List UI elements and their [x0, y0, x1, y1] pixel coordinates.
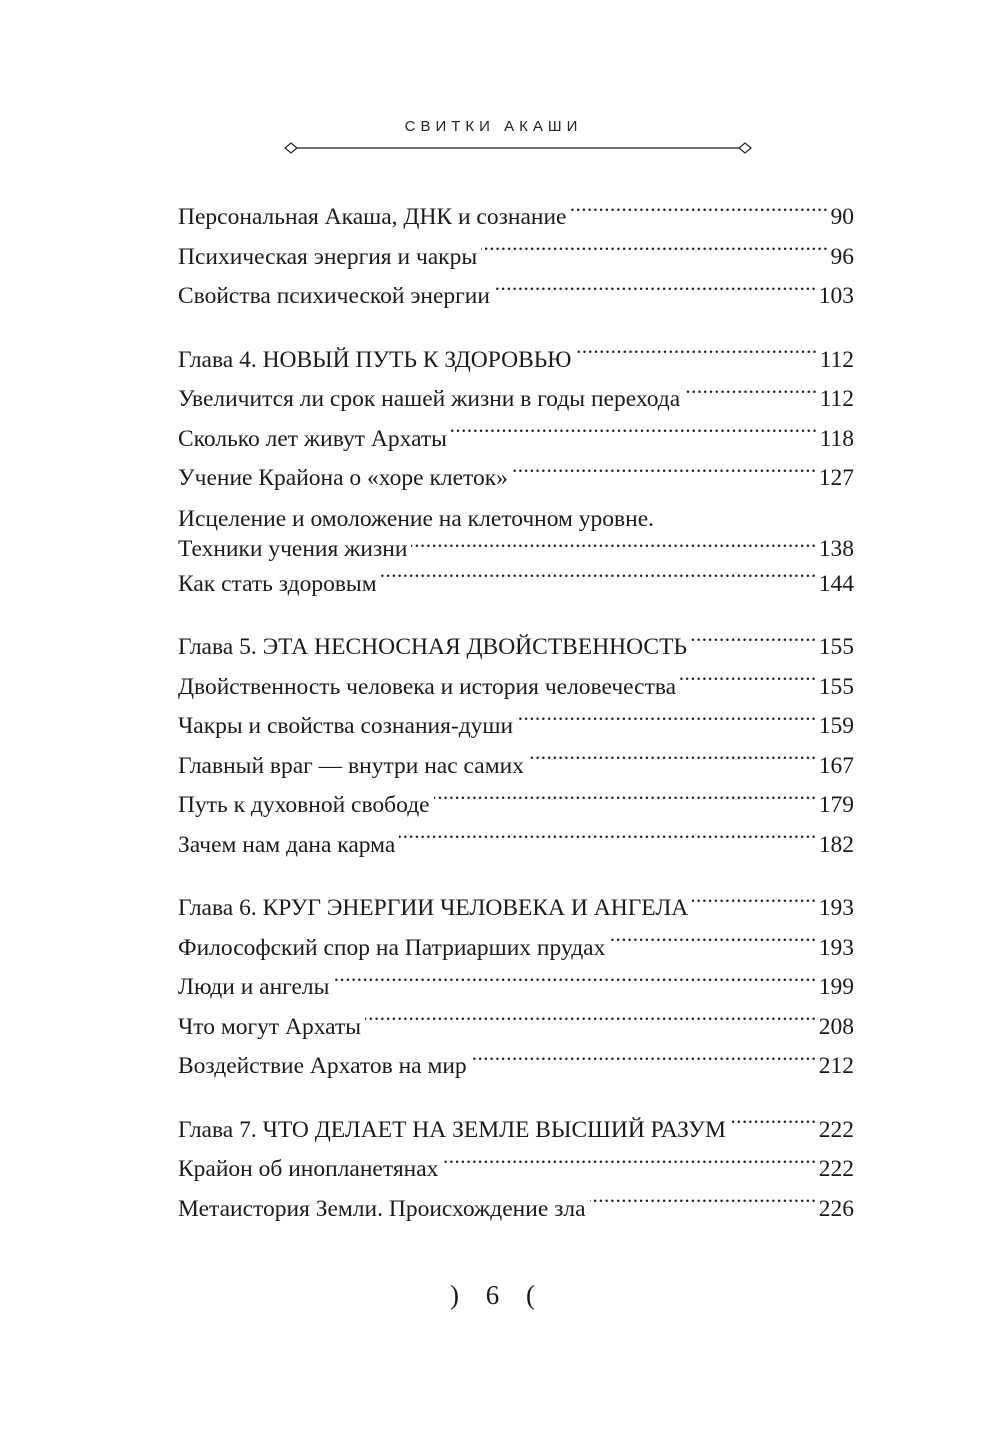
toc-entry-title: Крайон об инопланетянах: [178, 1156, 439, 1182]
toc-entry-title: Двойственность человека и история человечества: [178, 673, 677, 700]
dot-leader: [680, 670, 817, 694]
dot-leader: [609, 931, 816, 955]
toc-entry-title: Техники учения жизни: [178, 536, 408, 562]
ornamental-rule: [283, 141, 753, 155]
toc-entry[interactable]: [178, 1008, 854, 1048]
toc-entry-title: Люди и ангелы: [178, 974, 330, 1000]
dot-leader: [333, 971, 816, 995]
toc-entry-title: Зачем нам дана карма: [178, 831, 396, 858]
toc-entry[interactable]: [178, 929, 854, 969]
toc-entry[interactable]: [178, 459, 854, 499]
toc-entry[interactable]: [178, 668, 854, 708]
diamond-left-icon: [285, 143, 297, 153]
dot-leader: [570, 201, 828, 225]
running-title: СВИТКИ АКАШИ: [404, 118, 583, 135]
dot-leader: [481, 240, 828, 264]
diamond-right-icon: [739, 143, 751, 153]
toc-entry[interactable]: [178, 238, 854, 278]
toc-entry-title: Путь к духовной свободе: [178, 792, 430, 818]
dot-leader: [528, 749, 817, 773]
toc-entry-title: Метаистория Земли. Происхождение зла: [178, 1195, 586, 1222]
dot-leader: [365, 1010, 817, 1034]
toc-entry-title: Учение Крайона о «хоре клеток»: [178, 465, 508, 491]
toc-entry-title-line: Исцеление и омоложение на клеточном уровне.: [178, 505, 655, 532]
toc-entry-title: Увеличится ли срок нашей жизни в годы перехода: [178, 386, 681, 412]
toc-entry-title: Сколько лет живут Архаты: [178, 425, 447, 452]
toc-entry-title: Философский спор на Патриарших прудах: [178, 934, 606, 961]
toc-page-number: 212: [818, 1053, 854, 1079]
dot-leader: [494, 280, 817, 304]
toc-page-number: 222: [818, 1116, 854, 1143]
section-gap: [178, 604, 854, 628]
toc-entry[interactable]: [178, 565, 854, 605]
toc-page-number: 118: [819, 425, 854, 452]
toc-entry[interactable]: [178, 968, 854, 1008]
toc-entry[interactable]: [178, 1190, 854, 1230]
toc-page-number: 193: [818, 895, 854, 921]
toc-page-number: 208: [818, 1013, 854, 1040]
table-of-contents: [178, 198, 854, 1229]
dot-leader: [691, 631, 817, 655]
dot-leader: [692, 892, 817, 916]
toc-entry[interactable]: [178, 380, 854, 420]
toc-entry-title: Чакры и свойства сознания-души: [178, 713, 514, 739]
folio-left-mark: ): [450, 1280, 461, 1310]
toc-entry-title: Что могут Архаты: [178, 1013, 362, 1040]
toc-chapter-heading[interactable]: [178, 889, 854, 929]
toc-chapter-heading[interactable]: [178, 628, 854, 668]
toc-entry-title: Свойства психической энергии: [178, 283, 490, 309]
folio-right-mark: (: [526, 1280, 537, 1310]
section-gap: [178, 865, 854, 889]
dot-leader: [451, 422, 818, 446]
toc-page-number: 182: [818, 831, 854, 858]
toc-entry[interactable]: [178, 198, 854, 238]
dot-leader: [730, 1113, 817, 1137]
toc-chapter-heading[interactable]: [178, 1111, 854, 1151]
toc-page-number: 96: [830, 243, 854, 270]
dot-leader: [684, 383, 817, 407]
toc-entry[interactable]: [178, 826, 854, 866]
page-number: 6: [485, 1280, 502, 1310]
toc-page-number: 144: [818, 570, 854, 597]
toc-entry[interactable]: [178, 499, 854, 565]
toc-entry[interactable]: [178, 1047, 854, 1087]
toc-chapter-heading[interactable]: [178, 341, 854, 381]
section-gap: [178, 1087, 854, 1111]
toc-entry[interactable]: [178, 420, 854, 460]
toc-entry-title: Как стать здоровым: [178, 570, 377, 597]
toc-entry-title: Глава 7. ЧТО ДЕЛАЕТ НА ЗЕМЛЕ ВЫСШИЙ РАЗУМ: [178, 1116, 726, 1143]
toc-entry[interactable]: [178, 747, 854, 787]
dot-leader: [381, 567, 817, 591]
toc-entry[interactable]: [178, 786, 854, 826]
toc-entry[interactable]: [178, 277, 854, 317]
toc-entry[interactable]: [178, 707, 854, 747]
toc-page-number: 112: [819, 386, 854, 412]
dot-leader: [512, 462, 817, 486]
dot-leader: [517, 710, 817, 734]
toc-entry[interactable]: [178, 1150, 854, 1190]
dot-leader: [399, 828, 816, 852]
toc-page-number: 90: [830, 204, 854, 230]
dot-leader: [575, 343, 817, 367]
toc-entry-title: Глава 6. КРУГ ЭНЕРГИИ ЧЕЛОВЕКА И АНГЕЛА: [178, 895, 689, 921]
toc-page-number: 155: [818, 634, 854, 660]
dot-leader: [590, 1192, 817, 1216]
toc-page-number: 222: [818, 1156, 854, 1182]
toc-entry-title: Персональная Акаша, ДНК и сознание: [178, 204, 567, 230]
toc-page-number: 159: [818, 713, 854, 739]
toc-entry-title: Глава 4. НОВЫЙ ПУТЬ К ЗДОРОВЬЮ: [178, 346, 572, 373]
section-gap: [178, 317, 854, 341]
toc-page-number: 127: [818, 465, 854, 491]
toc-page-number: 155: [818, 673, 854, 700]
dot-leader: [442, 1153, 816, 1177]
dot-leader: [434, 789, 817, 813]
toc-page-number: 226: [818, 1195, 854, 1222]
toc-page-number: 167: [818, 752, 854, 779]
toc-page-number: 199: [818, 974, 854, 1000]
toc-page-number: 103: [818, 283, 854, 309]
dot-leader: [411, 533, 816, 557]
toc-page-number: 138: [818, 536, 854, 562]
toc-page-number: 193: [818, 934, 854, 961]
toc-entry-title: Глава 5. ЭТА НЕСНОСНАЯ ДВОЙСТВЕННОСТЬ: [178, 634, 687, 660]
page-folio: [0, 1280, 987, 1311]
toc-page-number: 112: [819, 346, 854, 373]
toc-entry-title: Психическая энергия и чакры: [178, 243, 478, 270]
toc-entry-title: Воздействие Архатов на мир: [178, 1053, 467, 1079]
toc-page-number: 179: [818, 792, 854, 818]
toc-entry-title: Главный враг — внутри нас самих: [178, 752, 524, 779]
dot-leader: [471, 1050, 817, 1074]
